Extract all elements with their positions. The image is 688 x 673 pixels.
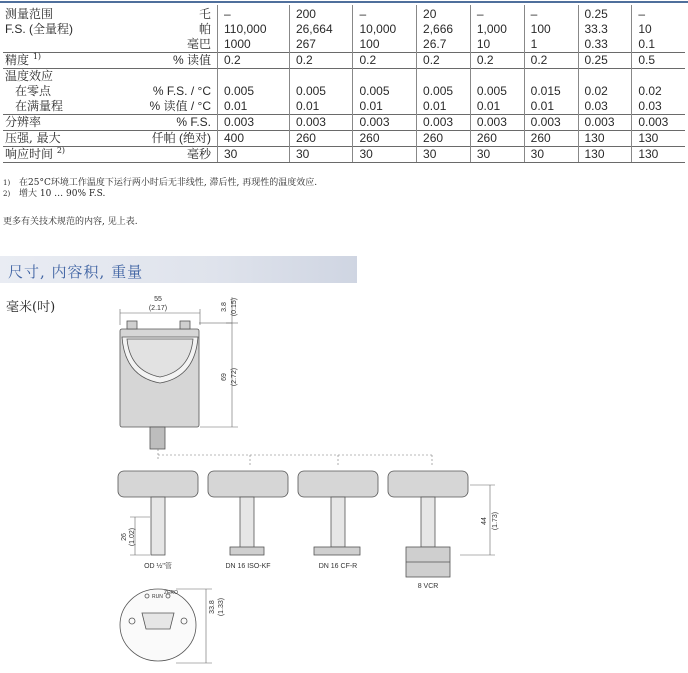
spacer [3, 37, 87, 53]
cell: 0.2 [524, 53, 578, 69]
cell: 100 [353, 37, 417, 53]
cell: 0.2 [218, 53, 290, 69]
fitting-vcr [388, 471, 468, 577]
label-run: RUN [152, 594, 163, 600]
cell: 0.01 [417, 99, 471, 115]
cell: 26.7 [417, 37, 471, 53]
range-unit-pa: 帕 [198, 22, 211, 36]
cell: 0.25 [578, 5, 632, 22]
dim-width: 55 [154, 296, 162, 303]
cell: 0.5 [632, 53, 685, 69]
cell: 20 [417, 5, 471, 22]
cell: 0.02 [632, 84, 685, 99]
cell: 200 [289, 5, 353, 22]
cell: 0.03 [632, 99, 685, 115]
cell: 260 [524, 131, 578, 147]
cell: 30 [218, 147, 290, 163]
cell: 30 [353, 147, 417, 163]
temp-effect-row [3, 69, 685, 85]
cell: 130 [578, 147, 632, 163]
overpressure-row [3, 131, 685, 147]
cell [470, 69, 524, 85]
label-cf: DN 16 CF-R [318, 563, 358, 570]
cell: 0.005 [417, 84, 471, 99]
cell: 0.005 [470, 84, 524, 99]
dim-bottom-in: (1.33) [218, 597, 225, 617]
cell [289, 69, 353, 85]
spacer [87, 69, 218, 85]
dim-top-in: (0.15) [231, 297, 238, 317]
cell: 1,000 [470, 22, 524, 37]
accuracy-label [3, 53, 87, 69]
cell [218, 69, 290, 85]
zero-row [3, 84, 685, 99]
cell: 110,000 [218, 22, 290, 37]
label-vcr: 8 VCR [417, 583, 439, 590]
cell: 0.2 [417, 53, 471, 69]
cell: – [218, 5, 290, 22]
accuracy-unit: % 读值 [87, 53, 218, 69]
cell: 30 [470, 147, 524, 163]
cell: 0.25 [578, 53, 632, 69]
cell [578, 69, 632, 85]
cell: 267 [289, 37, 353, 53]
cell: 0.003 [632, 115, 685, 131]
dim-width-in: (2.17) [148, 305, 168, 312]
overpressure-label: 压强, 最大 [3, 131, 87, 147]
cell: 0.003 [353, 115, 417, 131]
cell: – [470, 5, 524, 22]
dim-fitting: 44 [481, 517, 488, 525]
resolution-label: 分辨率 [3, 115, 87, 131]
cell: – [353, 5, 417, 22]
cell: – [632, 5, 685, 22]
fitting-iso-kf [208, 471, 288, 555]
response-unit: 毫秒 [87, 147, 218, 163]
cell: 0.2 [353, 53, 417, 69]
accuracy-text: 精度 [5, 53, 30, 67]
span-unit: % 读值 / °C [149, 99, 211, 113]
cell: 0.003 [524, 115, 578, 131]
range-label: 测量范围 [5, 7, 54, 21]
section-title: 尺寸, 内容积, 重量 [8, 263, 144, 281]
dim-height-in: (2.72) [231, 367, 238, 387]
gauge-body [120, 321, 232, 449]
cell: 0.01 [470, 99, 524, 115]
cell [632, 69, 685, 85]
cell: 1 [524, 37, 578, 53]
cell: 0.33 [578, 37, 632, 53]
range-row-torr [3, 5, 685, 22]
connector-view [120, 589, 212, 663]
response-text: 响应时间 [5, 147, 54, 161]
label-od: OD ½"管 [144, 563, 172, 570]
response-label [3, 147, 87, 163]
zero-label: 在零点 [15, 84, 52, 98]
cell: 0.02 [578, 84, 632, 99]
footnote-mark: 2) [3, 190, 11, 198]
dim-fitting-in: (1.73) [492, 511, 499, 531]
spec-table [3, 5, 685, 163]
range-sub-label: F.S. (全量程) [5, 22, 73, 36]
cell: 10 [470, 37, 524, 53]
dim-bottom: 33.8 [209, 600, 216, 614]
range-unit-mbar: 毫巴 [186, 37, 211, 51]
unit-note: 毫米(吋) [6, 300, 56, 315]
cell: 1000 [218, 37, 290, 53]
temp-effect-label: 温度效应 [3, 69, 87, 85]
cell: 0.01 [524, 99, 578, 115]
dim-height: 69 [221, 373, 228, 381]
zero-unit: % F.S. / °C [152, 84, 211, 98]
cell: 0.01 [218, 99, 290, 115]
dimension-drawing [0, 285, 688, 673]
cell: 260 [289, 131, 353, 147]
range-row-mbar [3, 37, 685, 53]
overpressure-unit: 仟帕 (绝对) [87, 131, 218, 147]
footnote-text: 在25°C环境工作温度下运行两小时后无非线性, 滞后性, 再现性的温度效应. [19, 178, 318, 188]
cell: 0.005 [353, 84, 417, 99]
cell: 0.003 [417, 115, 471, 131]
cell: 0.015 [524, 84, 578, 99]
top-rule [0, 1, 688, 3]
cell: 0.1 [632, 37, 685, 53]
cell: – [524, 5, 578, 22]
cell: 0.003 [289, 115, 353, 131]
cell: 0.003 [578, 115, 632, 131]
cell: 260 [470, 131, 524, 147]
footnote-ref: 1) [32, 52, 42, 61]
cell: 130 [578, 131, 632, 147]
footnotes [3, 178, 317, 200]
cell [353, 69, 417, 85]
footnote-ref: 2) [56, 146, 66, 155]
span-label: 在满量程 [15, 99, 64, 113]
cell: 400 [218, 131, 290, 147]
cell: 33.3 [578, 22, 632, 37]
dim-stem: 26 [121, 533, 128, 541]
cell: 10 [632, 22, 685, 37]
cell: 30 [417, 147, 471, 163]
cell: 130 [632, 147, 685, 163]
footnote-1 [3, 178, 317, 189]
cell: 100 [524, 22, 578, 37]
more-info-text: 更多有关技术规范的内容, 见上表. [3, 217, 138, 227]
footnote-text: 增大 10 … 90% F.S. [19, 189, 106, 199]
cell: 260 [417, 131, 471, 147]
cell [524, 69, 578, 85]
cell: 0.003 [218, 115, 290, 131]
cell: 30 [524, 147, 578, 163]
response-row [3, 147, 685, 163]
cell: 0.2 [470, 53, 524, 69]
footnote-2 [3, 189, 317, 200]
cell: 0.003 [470, 115, 524, 131]
dim-top: 3.8 [221, 302, 228, 312]
range-row-pa [3, 22, 685, 37]
cell: 2,666 [417, 22, 471, 37]
label-zero: ZERO [164, 590, 178, 596]
cell: 0.005 [289, 84, 353, 99]
cell: 130 [632, 131, 685, 147]
cell: 0.2 [289, 53, 353, 69]
cell: 0.01 [353, 99, 417, 115]
fitting-cf [298, 471, 378, 555]
label-iso-kf: DN 16 ISO-KF [225, 563, 271, 570]
cell [417, 69, 471, 85]
cell: 30 [289, 147, 353, 163]
footnote-mark: 1) [3, 179, 11, 187]
cell: 0.03 [578, 99, 632, 115]
cell: 0.005 [218, 84, 290, 99]
cell: 10,000 [353, 22, 417, 37]
dim-stem-in: (1.02) [129, 527, 136, 547]
resolution-unit: % F.S. [87, 115, 218, 131]
cell: 26,664 [289, 22, 353, 37]
span-row [3, 99, 685, 115]
accuracy-row [3, 53, 685, 69]
resolution-row [3, 115, 685, 131]
cell: 0.01 [289, 99, 353, 115]
cell: 260 [353, 131, 417, 147]
range-unit-torr: 乇 [198, 7, 211, 21]
